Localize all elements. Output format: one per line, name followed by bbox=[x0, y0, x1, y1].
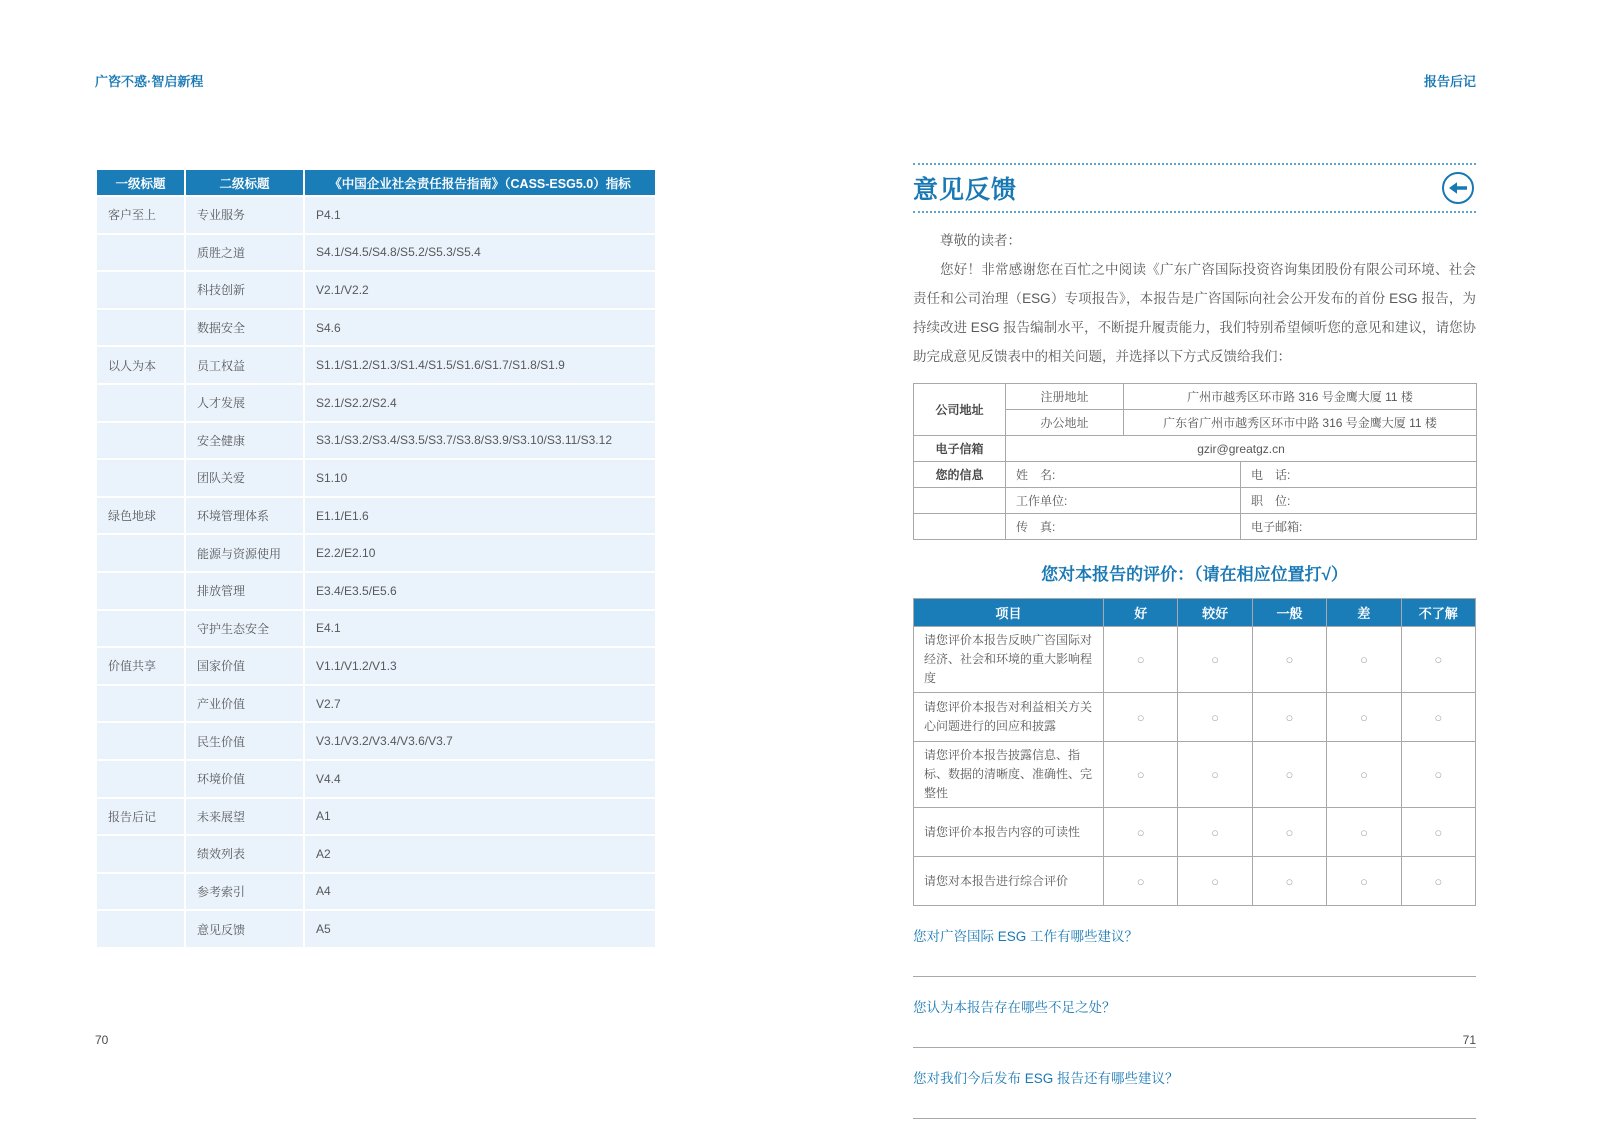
open-question: 您对广咨国际 ESG 工作有哪些建议？ bbox=[913, 929, 1139, 944]
cell-indicator: V2.1/V2.2 bbox=[304, 271, 656, 309]
table-row bbox=[914, 488, 1477, 514]
cell-level2: 团队关爱 bbox=[185, 459, 304, 497]
table-row bbox=[914, 462, 1477, 488]
table-row bbox=[96, 722, 656, 760]
cell-level1 bbox=[96, 234, 185, 272]
evaluation-question: 请您评价本报告披露信息、指标、数据的清晰度、准确性、完整性 bbox=[914, 742, 1104, 808]
rating-circle[interactable]: ○ bbox=[1401, 627, 1475, 693]
evaluation-title: 您对本报告的评价：（请在相应位置打√） bbox=[1041, 565, 1348, 584]
feedback-section bbox=[913, 163, 1476, 1119]
empty-cell bbox=[914, 514, 1006, 540]
rating-circle[interactable]: ○ bbox=[1252, 808, 1326, 857]
index-table bbox=[95, 168, 657, 949]
rating-circle[interactable]: ○ bbox=[1327, 857, 1401, 906]
cell-indicator: V3.1/V3.2/V3.4/V3.6/V3.7 bbox=[304, 722, 656, 760]
eval-col-poor: 差 bbox=[1327, 599, 1401, 627]
corner-header: 报告后记 bbox=[1423, 74, 1476, 89]
cell-level2: 国家价值 bbox=[185, 647, 304, 685]
cell-indicator: A4 bbox=[304, 873, 656, 911]
cell-indicator: S3.1/S3.2/S3.4/S3.5/S3.7/S3.8/S3.9/S3.10/S3.11/S3.12 bbox=[304, 422, 656, 460]
table-row bbox=[914, 384, 1477, 410]
table-row bbox=[914, 436, 1477, 462]
cell-indicator: E3.4/E3.5/E5.6 bbox=[304, 572, 656, 610]
cell-level1: 绿色地球 bbox=[96, 497, 185, 535]
cell-indicator: S1.1/S1.2/S1.3/S1.4/S1.5/S1.6/S1.7/S1.8/S1.9 bbox=[304, 346, 656, 384]
cell-level2: 数据安全 bbox=[185, 309, 304, 347]
table-row bbox=[96, 835, 656, 873]
name-field[interactable]: 姓 名: bbox=[1006, 462, 1241, 488]
cell-indicator: A2 bbox=[304, 835, 656, 873]
evaluation-row bbox=[914, 627, 1476, 693]
cell-level1 bbox=[96, 572, 185, 610]
table-row bbox=[96, 610, 656, 648]
cell-level1 bbox=[96, 910, 185, 948]
cell-level1 bbox=[96, 271, 185, 309]
cell-level1 bbox=[96, 534, 185, 572]
cell-level1 bbox=[96, 722, 185, 760]
table-row bbox=[96, 234, 656, 272]
cell-level1: 以人为本 bbox=[96, 346, 185, 384]
evaluation-question: 请您评价本报告内容的可读性 bbox=[914, 808, 1104, 857]
index-col3-header: 《中国企业社会责任报告指南》（CASS-ESG5.0）指标 bbox=[304, 169, 656, 196]
evaluation-table bbox=[913, 598, 1476, 906]
cell-level2: 参考索引 bbox=[185, 873, 304, 911]
office-address-value: 广东省广州市越秀区环市中路 316 号金鹰大厦 11 楼 bbox=[1124, 410, 1477, 436]
cell-level2: 环境价值 bbox=[185, 760, 304, 798]
fax-field[interactable]: 传 真: bbox=[1006, 514, 1241, 540]
eval-col-fair: 较好 bbox=[1178, 599, 1252, 627]
section-title: 意见反馈 bbox=[913, 176, 1018, 204]
table-row bbox=[96, 309, 656, 347]
back-button[interactable] bbox=[1442, 172, 1474, 204]
evaluation-question: 请您评价本报告对利益相关方关心问题进行的回应和披露 bbox=[914, 693, 1104, 742]
cell-level2: 环境管理体系 bbox=[185, 497, 304, 535]
email-label: 电子信箱 bbox=[914, 436, 1006, 462]
page-number-left: 70 bbox=[95, 1033, 109, 1047]
cell-level2: 科技创新 bbox=[185, 271, 304, 309]
index-col1-header: 一级标题 bbox=[96, 169, 185, 196]
intro-block bbox=[913, 226, 1476, 371]
evaluation-row bbox=[914, 693, 1476, 742]
table-row bbox=[96, 910, 656, 948]
work-unit-field[interactable]: 工作单位: bbox=[1006, 488, 1241, 514]
page-number-right: 71 bbox=[1462, 1033, 1476, 1047]
empty-cell bbox=[914, 488, 1006, 514]
cell-level1 bbox=[96, 309, 185, 347]
rating-circle[interactable]: ○ bbox=[1104, 808, 1178, 857]
cell-level2: 员工权益 bbox=[185, 346, 304, 384]
cell-indicator: E4.1 bbox=[304, 610, 656, 648]
rating-circle[interactable]: ○ bbox=[1178, 742, 1252, 808]
registered-address-value: 广州市越秀区环市路 316 号金鹰大厦 11 楼 bbox=[1124, 384, 1477, 410]
rating-circle[interactable]: ○ bbox=[1401, 808, 1475, 857]
cell-indicator: S4.6 bbox=[304, 309, 656, 347]
rating-circle[interactable]: ○ bbox=[1252, 693, 1326, 742]
cell-level2: 排放管理 bbox=[185, 572, 304, 610]
intro-paragraph: 您好！非常感谢您在百忙之中阅读《广东广咨国际投资咨询集团股份有限公司环境、社会责任和公司治理（ESG）专项报告》，本报告是广咨国际向社会公开发布的首份 ESG 报告，为持续改进 ESG 报告编制水平，不断提升履责能力，我们特别希望倾听您的意见和建议，请您协助完成意见反馈表中的相关问题，并选择以下方式反馈给我们： bbox=[913, 262, 1476, 364]
cell-level1: 客户至上 bbox=[96, 196, 185, 234]
cell-level2: 质胜之道 bbox=[185, 234, 304, 272]
left-arrow-icon bbox=[1448, 181, 1468, 195]
cell-indicator: V2.7 bbox=[304, 685, 656, 723]
cell-level2: 人才发展 bbox=[185, 384, 304, 422]
rating-circle[interactable]: ○ bbox=[1252, 857, 1326, 906]
cell-indicator: E1.1/E1.6 bbox=[304, 497, 656, 535]
rating-circle[interactable]: ○ bbox=[1401, 693, 1475, 742]
section-title-bar bbox=[913, 163, 1476, 213]
answer-line[interactable] bbox=[913, 1047, 1476, 1048]
rating-circle[interactable]: ○ bbox=[1178, 857, 1252, 906]
cell-indicator: V4.4 bbox=[304, 760, 656, 798]
table-row bbox=[96, 647, 656, 685]
cell-level2: 产业价值 bbox=[185, 685, 304, 723]
rating-circle[interactable]: ○ bbox=[1327, 627, 1401, 693]
cell-indicator: E2.2/E2.10 bbox=[304, 534, 656, 572]
rating-circle[interactable]: ○ bbox=[1401, 857, 1475, 906]
cell-level1 bbox=[96, 459, 185, 497]
rating-circle[interactable]: ○ bbox=[1401, 742, 1475, 808]
evaluation-row bbox=[914, 808, 1476, 857]
cell-level2: 守护生态安全 bbox=[185, 610, 304, 648]
table-row bbox=[96, 384, 656, 422]
cell-level1: 报告后记 bbox=[96, 798, 185, 836]
open-question: 您认为本报告存在哪些不足之处？ bbox=[913, 1000, 1116, 1015]
rating-circle[interactable]: ○ bbox=[1104, 693, 1178, 742]
evaluation-question: 请您评价本报告反映广咨国际对经济、社会和环境的重大影响程度 bbox=[914, 627, 1104, 693]
cell-level2: 安全健康 bbox=[185, 422, 304, 460]
cell-level1 bbox=[96, 384, 185, 422]
table-row bbox=[96, 497, 656, 535]
index-col2-header: 二级标题 bbox=[185, 169, 304, 196]
rating-circle[interactable]: ○ bbox=[1104, 742, 1178, 808]
cell-indicator: A5 bbox=[304, 910, 656, 948]
rating-circle[interactable]: ○ bbox=[1178, 693, 1252, 742]
cell-level2: 能源与资源使用 bbox=[185, 534, 304, 572]
your-info-label: 您的信息 bbox=[914, 462, 1006, 488]
personal-email-field[interactable]: 电子邮箱: bbox=[1241, 514, 1477, 540]
cell-level2: 意见反馈 bbox=[185, 910, 304, 948]
salutation: 尊敬的读者： bbox=[940, 233, 1021, 248]
table-row bbox=[96, 534, 656, 572]
table-row bbox=[96, 271, 656, 309]
cell-level2: 绩效列表 bbox=[185, 835, 304, 873]
table-row bbox=[96, 422, 656, 460]
contact-table bbox=[913, 383, 1477, 540]
cell-level2: 专业服务 bbox=[185, 196, 304, 234]
open-question: 您对我们今后发布 ESG 报告还有哪些建议？ bbox=[913, 1071, 1179, 1086]
cell-level1 bbox=[96, 685, 185, 723]
cell-level1 bbox=[96, 760, 185, 798]
cell-indicator: V1.1/V1.2/V1.3 bbox=[304, 647, 656, 685]
eval-col-average: 一般 bbox=[1252, 599, 1326, 627]
rating-circle[interactable]: ○ bbox=[1104, 627, 1178, 693]
cell-level1 bbox=[96, 610, 185, 648]
rating-circle[interactable]: ○ bbox=[1327, 742, 1401, 808]
table-row bbox=[96, 760, 656, 798]
answer-line[interactable] bbox=[913, 1118, 1476, 1119]
eval-col-unknown: 不了解 bbox=[1401, 599, 1475, 627]
index-table-header-row bbox=[96, 169, 656, 196]
cell-level2: 民生价值 bbox=[185, 722, 304, 760]
table-row bbox=[96, 459, 656, 497]
position-field[interactable]: 职 位: bbox=[1241, 488, 1477, 514]
answer-line[interactable] bbox=[913, 976, 1476, 977]
cell-level1 bbox=[96, 835, 185, 873]
cell-indicator: S1.10 bbox=[304, 459, 656, 497]
rating-circle[interactable]: ○ bbox=[1252, 627, 1326, 693]
cell-indicator: S2.1/S2.2/S2.4 bbox=[304, 384, 656, 422]
phone-field[interactable]: 电 话: bbox=[1241, 462, 1477, 488]
brand-slogan: 广咨不惑·智启新程 bbox=[95, 74, 204, 89]
rating-circle[interactable]: ○ bbox=[1252, 742, 1326, 808]
cell-indicator: P4.1 bbox=[304, 196, 656, 234]
email-value: gzir@greatgz.cn bbox=[1006, 436, 1477, 462]
rating-circle[interactable]: ○ bbox=[1327, 693, 1401, 742]
office-address-label: 办公地址 bbox=[1006, 410, 1124, 436]
cell-level1: 价值共享 bbox=[96, 647, 185, 685]
cell-indicator: S4.1/S4.5/S4.8/S5.2/S5.3/S5.4 bbox=[304, 234, 656, 272]
eval-col-item: 项目 bbox=[914, 599, 1104, 627]
eval-col-good: 好 bbox=[1104, 599, 1178, 627]
cell-indicator: A1 bbox=[304, 798, 656, 836]
rating-circle[interactable]: ○ bbox=[1178, 627, 1252, 693]
evaluation-question: 请您对本报告进行综合评价 bbox=[914, 857, 1104, 906]
table-row bbox=[96, 346, 656, 384]
table-row bbox=[96, 798, 656, 836]
table-row bbox=[96, 572, 656, 610]
rating-circle[interactable]: ○ bbox=[1104, 857, 1178, 906]
evaluation-header-row bbox=[914, 599, 1476, 627]
registered-address-label: 注册地址 bbox=[1006, 384, 1124, 410]
table-row bbox=[914, 514, 1477, 540]
table-row bbox=[96, 685, 656, 723]
cell-level1 bbox=[96, 873, 185, 911]
table-row bbox=[96, 196, 656, 234]
company-address-label: 公司地址 bbox=[914, 384, 1006, 436]
rating-circle[interactable]: ○ bbox=[1327, 808, 1401, 857]
table-row bbox=[96, 873, 656, 911]
evaluation-row bbox=[914, 742, 1476, 808]
cell-level2: 未来展望 bbox=[185, 798, 304, 836]
rating-circle[interactable]: ○ bbox=[1178, 808, 1252, 857]
cell-level1 bbox=[96, 422, 185, 460]
evaluation-row bbox=[914, 857, 1476, 906]
